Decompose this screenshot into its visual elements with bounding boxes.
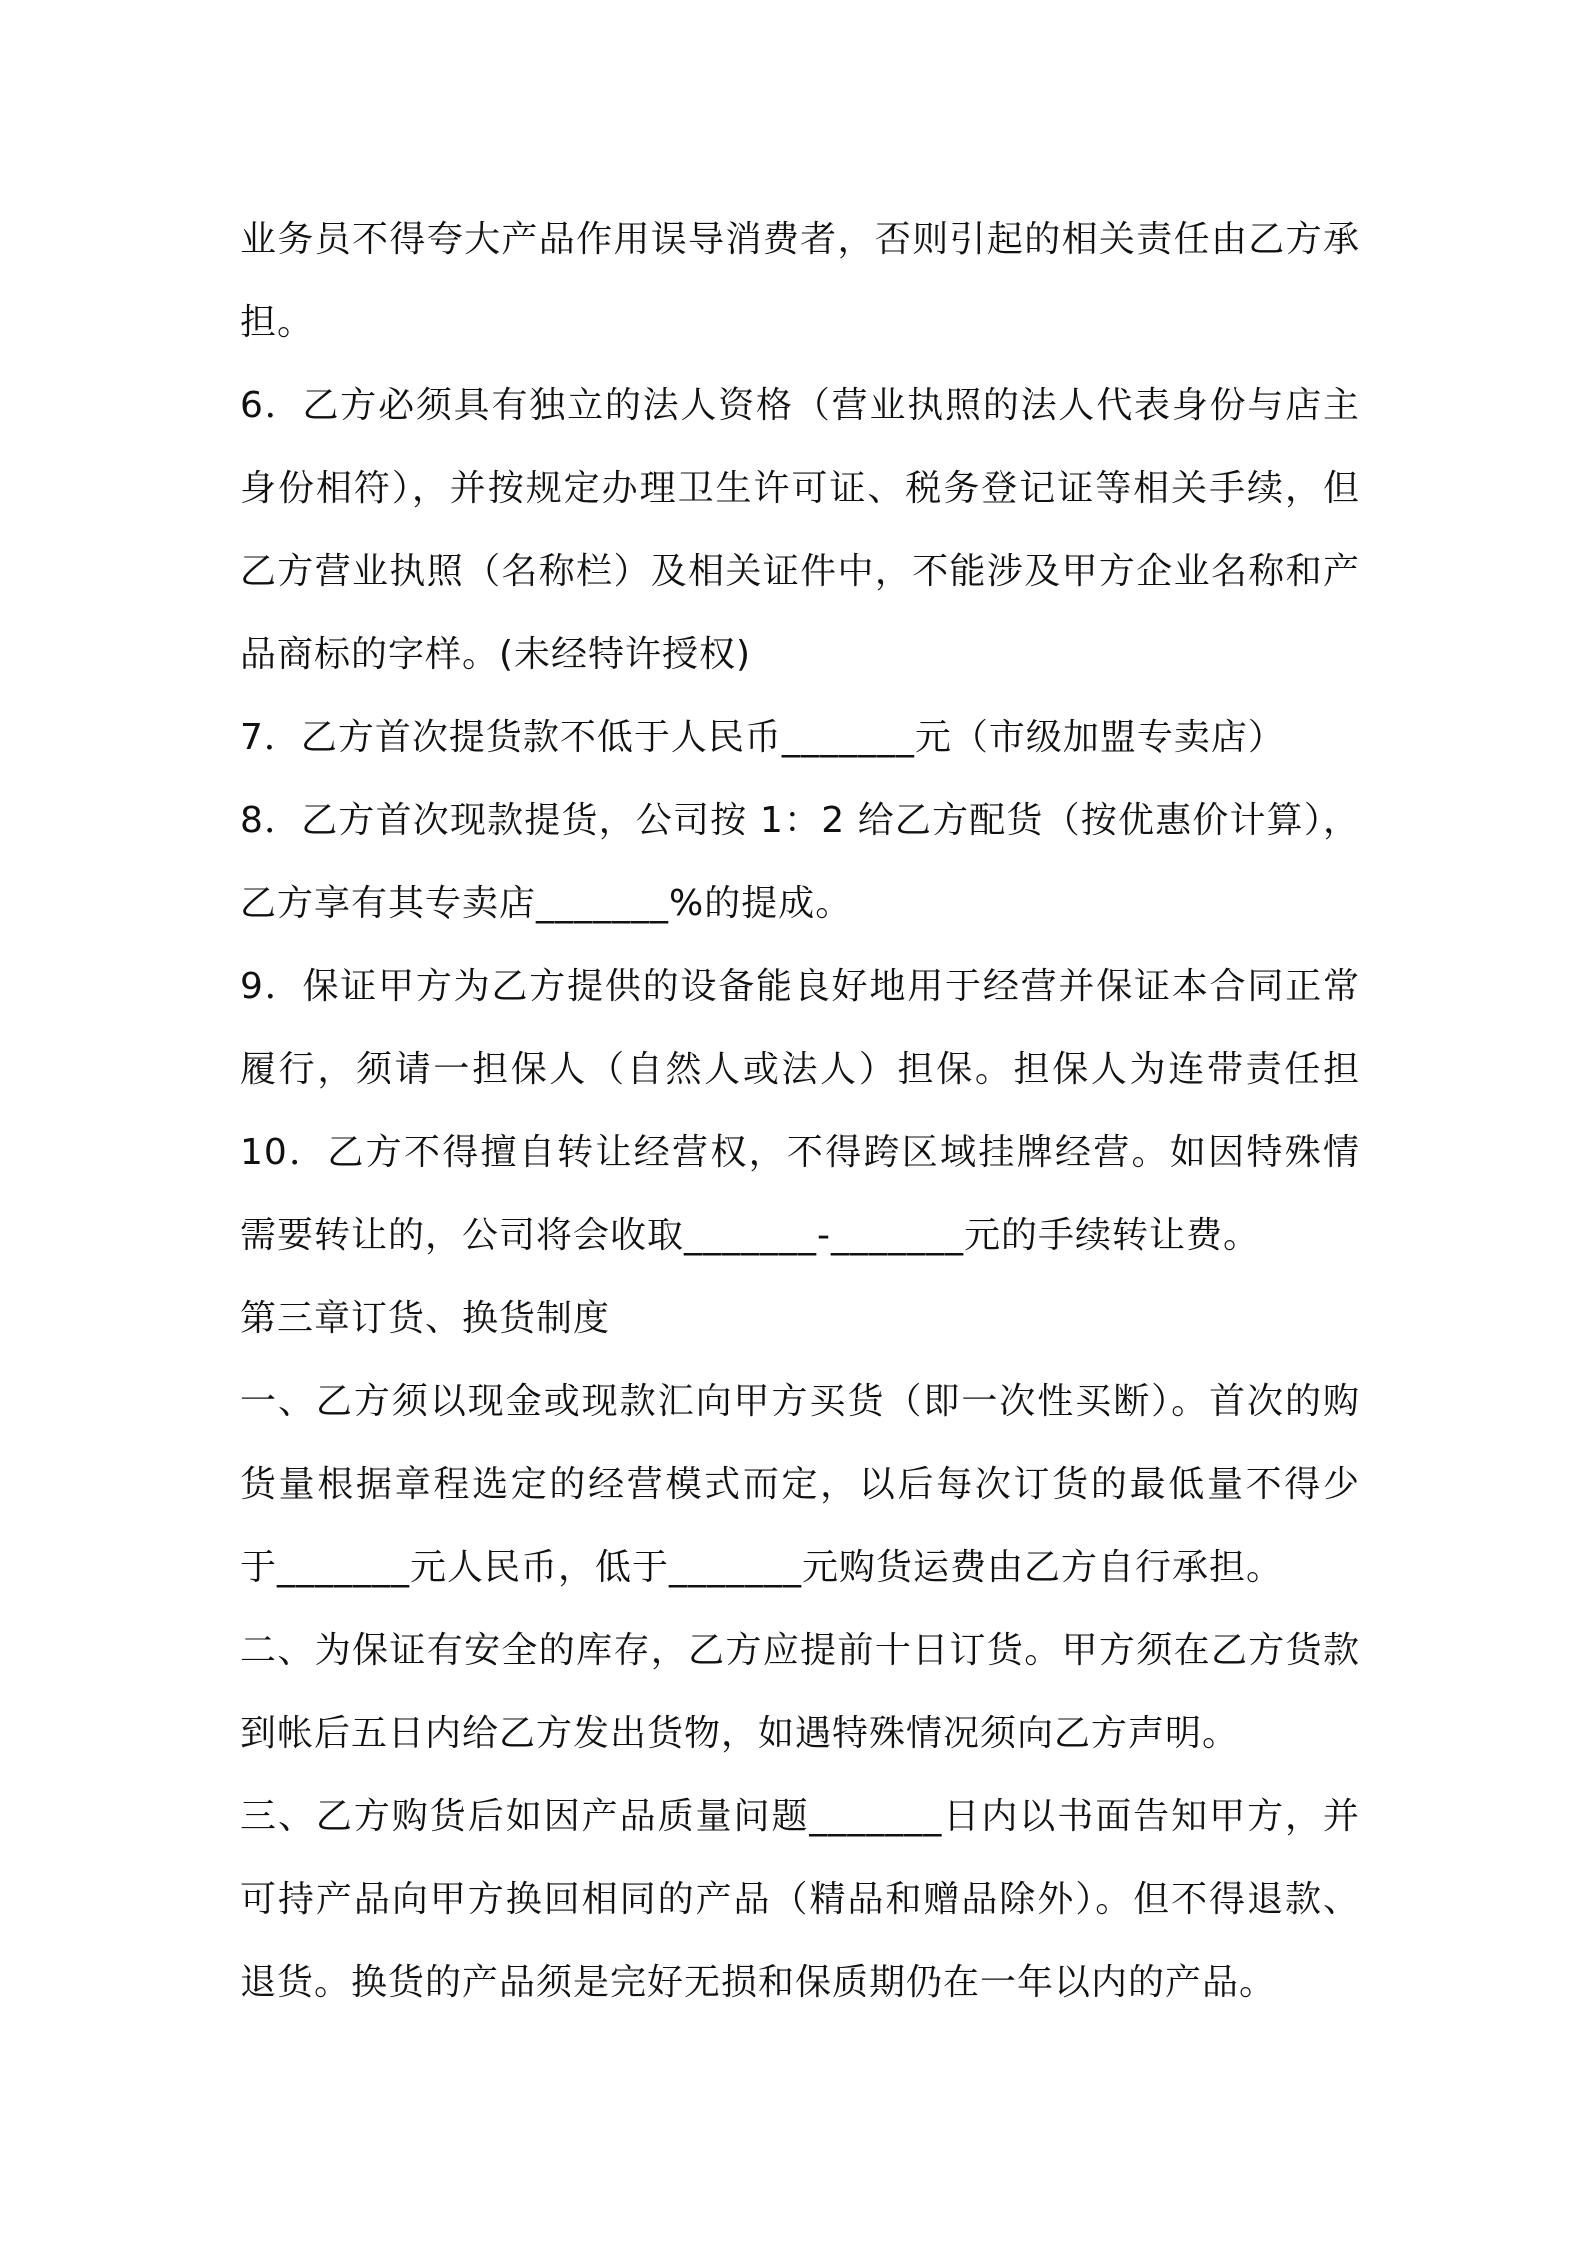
section-1: 一、乙方须以现金或现款汇向甲方买货（即一次性买断）。首次的购 bbox=[240, 1381, 1360, 1422]
text-line: 货量根据章程选定的经营模式而定，以后每次订货的最低量不得少 bbox=[240, 1464, 1360, 1505]
text-line: 于_______元人民币，低于_______元购货运费由乙方自行承担。 bbox=[240, 1547, 1284, 1588]
text-line: 品商标的字样。(未经特许授权) bbox=[240, 634, 752, 675]
clause-10: 10．乙方不得擅自转让经营权，不得跨区域挂牌经营。如因特殊情 bbox=[240, 1132, 1360, 1173]
text-line: 乙方营业执照（名称栏）及相关证件中，不能涉及甲方企业名称和产 bbox=[240, 551, 1360, 592]
clause-7: 7．乙方首次提货款不低于人民币_______元（市级加盟专卖店） bbox=[240, 717, 1285, 758]
text-line: 需要转让的，公司将会收取_______-_______元的手续转让费。 bbox=[240, 1215, 1260, 1256]
text-line: 到帐后五日内给乙方发出货物，如遇特殊情况须向乙方声明。 bbox=[240, 1713, 1240, 1754]
clause-8: 8．乙方首次现款提货，公司按 1：2 给乙方配货（按优惠价计算）， bbox=[240, 800, 1360, 841]
text-line: 担。 bbox=[240, 302, 315, 343]
clause-6: 6．乙方必须具有独立的法人资格（营业执照的法人代表身份与店主 bbox=[240, 385, 1360, 426]
document-body bbox=[240, 198, 1360, 2024]
section-3: 三、乙方购货后如因产品质量问题_______日内以书面告知甲方，并 bbox=[240, 1796, 1360, 1837]
clause-9: 9．保证甲方为乙方提供的设备能良好地用于经营并保证本合同正常 bbox=[240, 966, 1360, 1007]
text-line: 可持产品向甲方换回相同的产品（精品和赠品除外）。但不得退款、 bbox=[240, 1879, 1360, 1920]
text-line: 乙方享有其专卖店_______%的提成。 bbox=[240, 883, 853, 924]
section-2: 二、为保证有安全的库存，乙方应提前十日订货。甲方须在乙方货款 bbox=[240, 1630, 1360, 1671]
text-line: 身份相符），并按规定办理卫生许可证、税务登记证等相关手续，但 bbox=[240, 468, 1360, 509]
chapter-heading: 第三章订货、换货制度 bbox=[240, 1298, 611, 1339]
text-line: 业务员不得夸大产品作用误导消费者，否则引起的相关责任由乙方承 bbox=[240, 219, 1360, 260]
text-line: 退货。换货的产品须是完好无损和保质期仍在一年以内的产品。 bbox=[240, 1962, 1277, 2003]
text-line: 履行，须请一担保人（自然人或法人）担保。担保人为连带责任担 bbox=[240, 1049, 1360, 1090]
